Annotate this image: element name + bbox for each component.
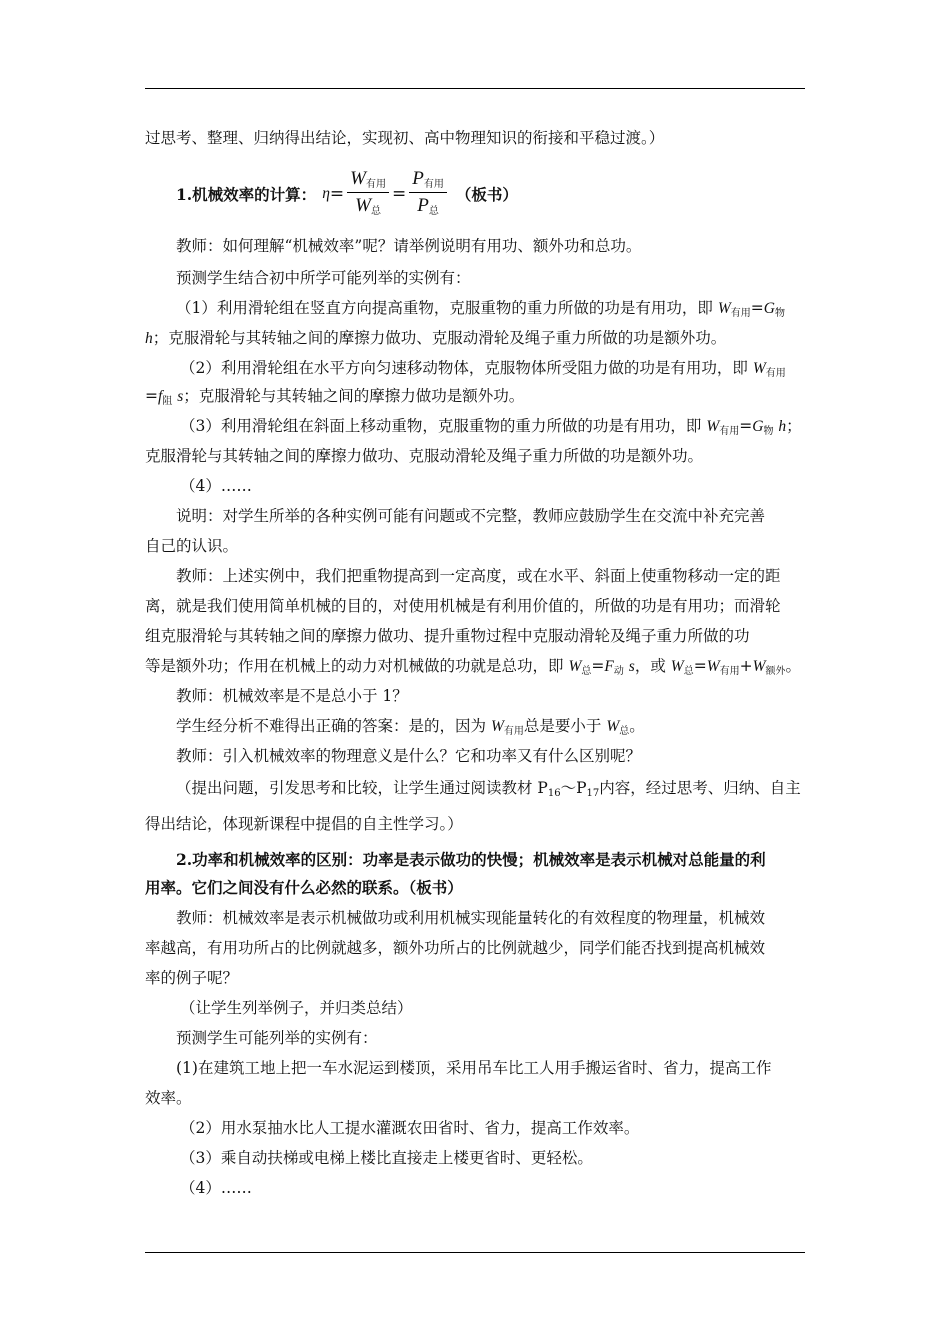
text: （提出问题，引发思考和比较，让学生通过阅读教材 P bbox=[176, 779, 548, 797]
sub: 有用 bbox=[503, 726, 524, 737]
text: ；克服滑轮与其转轴之间的摩擦力做功、克服动滑轮及绳子重力所做的功是额外功。 bbox=[152, 329, 727, 347]
heading-difference: 2.功率和机械效率的区别：功率是表示做功的快慢；机械效率是表示机械对总能量的利 bbox=[176, 850, 766, 869]
paragraph-line: 过思考、整理、归纳得出结论，实现初、高中物理知识的衔接和平稳过渡。） bbox=[145, 129, 665, 147]
paragraph-line: 效率。 bbox=[145, 1089, 192, 1107]
text: （2）利用滑轮组在水平方向匀速移动物体，克服物体所受阻力做的功是有用功，即 bbox=[180, 359, 748, 377]
paragraph-line: 教师：如何理解“机械效率”呢？请举例说明有用功、额外功和总功。 bbox=[176, 237, 642, 255]
paragraph-line: 得出结论，体现新课程中提倡的自主性学习。） bbox=[145, 815, 463, 833]
frac-den: P bbox=[417, 194, 429, 216]
var: W bbox=[670, 658, 684, 675]
text: 总是要小于 bbox=[523, 717, 602, 735]
fraction-power bbox=[409, 168, 447, 217]
var: G bbox=[763, 300, 775, 317]
frac-num: W bbox=[350, 167, 366, 189]
text: 等是额外功；作用在机械上的动力对机械做的功就是总功，即 bbox=[145, 657, 564, 675]
text: = bbox=[693, 657, 707, 675]
frac-num-sub: 有用 bbox=[423, 178, 444, 190]
frac-den-sub: 总 bbox=[428, 205, 439, 217]
sub: 总 bbox=[619, 726, 630, 737]
frac-den-sub: 总 bbox=[370, 205, 381, 217]
paragraph-line: （3）乘自动扶梯或电梯上楼比直接走上楼更省时、更轻松。 bbox=[180, 1149, 593, 1167]
text: （3）利用滑轮组在斜面上移动重物，克服重物的重力所做的功是有用功，即 bbox=[180, 417, 702, 435]
var: W bbox=[568, 658, 582, 675]
fraction-work bbox=[347, 168, 389, 217]
board-note: （板书） bbox=[455, 185, 518, 204]
paragraph-line: 预测学生结合初中所学可能列举的实例有： bbox=[176, 269, 471, 287]
text: （1）利用滑轮组在竖直方向提高重物，克服重物的重力所做的功是有用功，即 bbox=[176, 299, 713, 317]
frac-den: W bbox=[355, 194, 371, 216]
paragraph-line bbox=[180, 416, 805, 437]
text: ～P bbox=[560, 779, 587, 797]
paragraph-line bbox=[176, 778, 805, 798]
text: = bbox=[739, 417, 753, 435]
paragraph-line bbox=[176, 716, 805, 737]
var: W bbox=[606, 718, 620, 735]
var: W bbox=[752, 360, 766, 377]
equals-sign: = bbox=[329, 184, 345, 204]
paragraph-line: 教师：上述实例中，我们把重物提高到一定高度，或在水平、斜面上使重物移动一定的距 bbox=[176, 567, 781, 585]
paragraph-line: （2）用水泵抽水比人工提水灌溉农田省时、省力，提高工作效率。 bbox=[180, 1119, 640, 1137]
sub: 有用 bbox=[730, 308, 751, 319]
text: + bbox=[739, 657, 753, 675]
text: 。 bbox=[785, 657, 802, 675]
text: = bbox=[750, 299, 764, 317]
paragraph-line: 克服滑轮与其转轴之间的摩擦力做功、克服动滑轮及绳子重力所做的功是额外功。 bbox=[145, 447, 704, 465]
sub: 阻 bbox=[162, 396, 173, 407]
sub: 有用 bbox=[719, 666, 740, 677]
sub: 额外 bbox=[765, 666, 786, 677]
sub: 总 bbox=[581, 666, 592, 677]
var: s bbox=[177, 388, 184, 405]
paragraph-line: （让学生列举例子，并归类总结） bbox=[180, 999, 413, 1017]
paragraph-line: 自己的认识。 bbox=[145, 537, 239, 555]
paragraph-line: 预测学生可能列举的实例有： bbox=[176, 1029, 378, 1047]
paragraph-line: 教师：机械效率是不是总小于 1？ bbox=[176, 687, 408, 705]
paragraph-line: 离，就是我们使用简单机械的目的，对使用机械是有利用价值的，所做的功是有用功；而滑轮 bbox=[145, 597, 781, 615]
sub: 总 bbox=[683, 666, 694, 677]
paragraph-line: 教师：引入机械效率的物理意义是什么？它和功率又有什么区别呢？ bbox=[176, 747, 642, 765]
var: s bbox=[628, 658, 635, 675]
var: f bbox=[158, 388, 163, 405]
paragraph-line bbox=[180, 358, 805, 379]
paragraph-line bbox=[145, 328, 805, 349]
paragraph-line bbox=[176, 298, 805, 319]
sub: 物 bbox=[763, 426, 774, 437]
var: h bbox=[778, 418, 787, 435]
var: G bbox=[752, 418, 764, 435]
sub: 17 bbox=[586, 788, 600, 799]
var: W bbox=[706, 418, 720, 435]
text: = bbox=[591, 657, 605, 675]
eta-symbol: η bbox=[322, 185, 330, 202]
paragraph-line bbox=[145, 386, 805, 407]
var: W bbox=[490, 718, 504, 735]
text: ；克服滑轮与其转轴之间的摩擦力做功是额外功。 bbox=[183, 387, 525, 405]
heading-efficiency-formula bbox=[176, 166, 518, 222]
text: 学生经分析不难得出正确的答案：是的，因为 bbox=[176, 717, 487, 735]
paragraph-line: 率的例子呢？ bbox=[145, 969, 239, 987]
var: W bbox=[717, 300, 731, 317]
sub: 16 bbox=[547, 788, 561, 799]
paragraph-line: (1)在建筑工地上把一车水泥运到楼顶，采用吊车比工人用手搬运省时、省力，提高工作 bbox=[176, 1059, 772, 1077]
header-rule bbox=[145, 88, 805, 89]
paragraph-line: 组克服滑轮与其转轴之间的摩擦力做功、提升重物过程中克服动滑轮及绳子重力所做的功 bbox=[145, 627, 750, 645]
footer-rule bbox=[145, 1252, 805, 1253]
frac-num-sub: 有用 bbox=[365, 178, 386, 190]
paragraph-line bbox=[145, 656, 805, 677]
text: = bbox=[145, 387, 158, 405]
heading-difference-cont: 用率。它们之间没有什么必然的联系。（板书） bbox=[145, 878, 463, 897]
text: ； bbox=[786, 417, 802, 435]
var: h bbox=[145, 330, 153, 347]
text: 内容，经过思考、归纳、自主 bbox=[599, 779, 801, 797]
heading-label: 1.机械效率的计算： bbox=[176, 185, 317, 204]
var: W bbox=[706, 658, 720, 675]
text: 。 bbox=[629, 717, 645, 735]
var: F bbox=[604, 658, 614, 675]
paragraph-line: （4）…… bbox=[180, 477, 252, 495]
sub: 物 bbox=[774, 308, 785, 319]
sub: 有用 bbox=[765, 368, 786, 379]
sub: 动 bbox=[613, 666, 624, 677]
paragraph-line: 率越高，有用功所占的比例就越多，额外功所占的比例就越少，同学们能否找到提高机械效 bbox=[145, 939, 766, 957]
paragraph-line: 说明：对学生所举的各种实例可能有问题或不完整，教师应鼓励学生在交流中补充完善 bbox=[176, 507, 766, 525]
equals-sign: = bbox=[391, 184, 407, 204]
text: ，或 bbox=[634, 657, 666, 675]
paragraph-line: 教师：机械效率是表示机械做功或利用机械实现能量转化的有效程度的物理量，机械效 bbox=[176, 909, 766, 927]
paragraph-line: （4）…… bbox=[180, 1179, 252, 1197]
var: W bbox=[752, 658, 766, 675]
sub: 有用 bbox=[719, 426, 740, 437]
frac-num: P bbox=[412, 167, 424, 189]
